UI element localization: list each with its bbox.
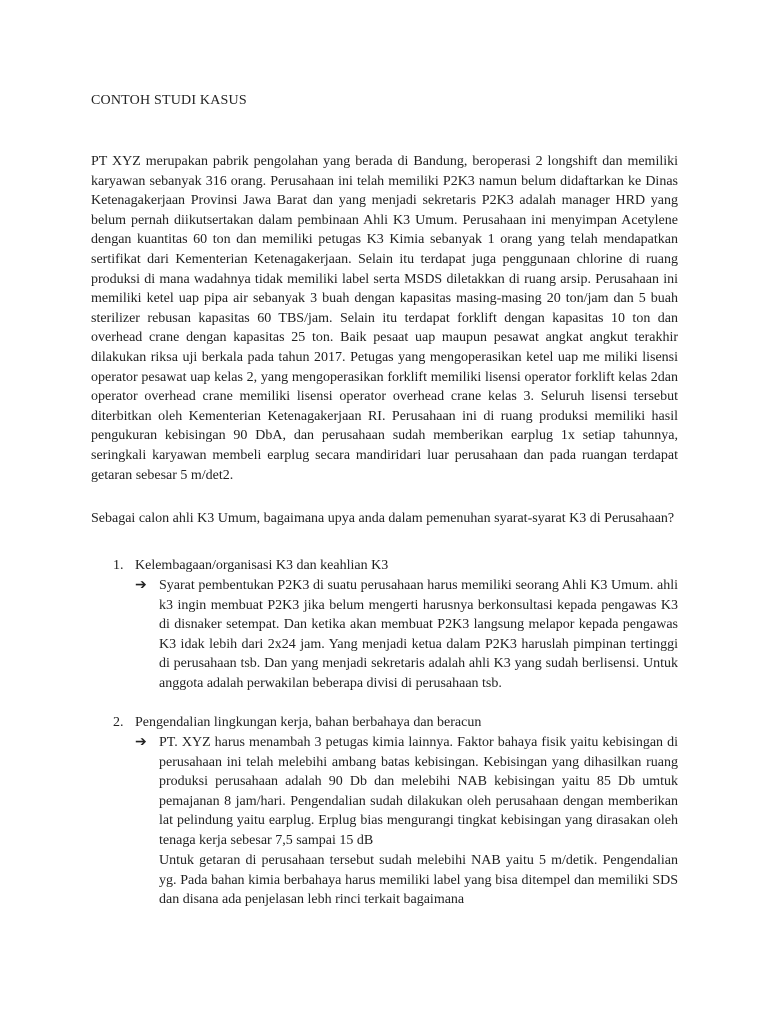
case-question-paragraph: Sebagai calon ahli K3 Umum, bagaimana upya anda dalam pemenuhan syarat-syarat K3 di Perusahaan? [91, 511, 675, 526]
list-item-number: 2. [113, 715, 124, 730]
list-item-heading [113, 556, 388, 576]
document-title: CONTOH STUDI KASUS [91, 93, 247, 108]
list-item-heading-text: Kelembagaan/organisasi K3 dan keahlian K3 [135, 558, 389, 573]
case-description-paragraph: PT XYZ merupakan pabrik pengolahan yang berada di Bandung, beroperasi 2 longshift dan memiliki karyawan sebanyak 316 orang. Perusahaan ini telah memiliki P2K3 namun belum didaftarkan ke Dinas Ketenagakerjaan Provinsi Jawa Barat dan yang menjadi sekretaris P2K3 adalah manager HRD yang belum pernah diikutsertakan dalam pembinaan Ahli K3 Umum. Perusahaan ini menyimpan Acetylene dengan kuantitas 60 ton dan memiliki petugas K3 Kimia sebanyak 1 orang yang telah mendapatkan sertifikat dari Kementerian Ketenagakerjaan. Selain itu terdapat juga penggunaan chlorine di ruang produksi di mana wadahnya tidak memiliki label serta MSDS diletakkan di ruang arsip. Perusahaan ini memiliki ketel uap pipa air sebanyak 3 buah dengan kapasitas masing-masing 20 ton/jam dan 5 buah sterilizer rebusan kapasitas 60 TBS/jam. Selain itu terdapat forklift dengan kapasitas 10 ton dan overhead crane dengan kapasitas 25 ton. Baik pesaat uap maupun pesawat angkat angkut terakhir dilakukan riksa uji berkala pada tahun 2017. Petugas yang mengoperasikan ketel uap me miliki lisensi operator pesawat uap kelas 2, yang mengoperasikan forklift memiliki lisensi operator forklift kelas 2dan operator overhead crane memiliki lisensi operator overhead crane kelas 3. Seluruh lisensi tersebut diterbitkan oleh Kementerian Ketenagakerjaan RI. Perusahaan ini di ruang produksi memiliki hasil pengukuran kebisingan 90 DbA, dan perusahaan sudah memberikan earplug 1x setiap tahunnya, seringkali karyawan membeli earplug secara mandiridari luar perusahaan dan pada ruangan terdapat getaran sebesar 5 m/det2. [91, 154, 678, 483]
list-item-heading-text: Pengendalian lingkungan kerja, bahan berbahaya dan beracun [135, 715, 482, 730]
list-item-number: 1. [113, 558, 124, 573]
arrow-bullet-icon: ➔ [135, 578, 147, 593]
arrow-bullet-icon: ➔ [135, 735, 147, 750]
list-item-answer-continued: Untuk getaran di perusahaan tersebut sudah melebihi NAB yaitu 5 m/detik. Pengendalian yg. Pada bahan kimia berbahaya harus memiliki label yang bisa ditempel dan memiliki SDS dan disana ada penjelasan lebh rinci terkait bagaimana [159, 853, 678, 908]
list-item-answer: PT. XYZ harus menambah 3 petugas kimia lainnya. Faktor bahaya fisik yaitu kebisingan di perusahaan ini telah melebihi ambang batas kebisingan. Kebisingan yang dihasilkan ruang produksi perusahaan adalah 90 Db dan melebihi NAB kebisingan yaitu 85 Db umtuk pemajanan 8 jam/hari. Pengendalian sudah dilakukan oleh perusahaan dengan memberikan lat pelindung yaitu earplug. Erplug bias mengurangi tingkat kebisingan yang dirasakan oleh tenaga kerja sebesar 7,5 sampai 15 dB [159, 735, 678, 848]
list-item-heading [113, 713, 481, 733]
list-item-answer: Syarat pembentukan P2K3 di suatu perusahaan harus memiliki seorang Ahli K3 Umum. ahli k3 ingin membuat P2K3 jika belum mengerti harusnya berkonsultasi kepada pengawas K3 di disnaker setempat. Dan ketika akan membuat P2K3 langsung melapor kepada pengawas K3 idak lebih dari 2x24 jam. Yang menjadi ketua dalam P2K3 haruslah pimpinan tertinggi di perusahaan tsb. Dan yang menjadi sekretaris adalah ahli K3 yang sudah berlisensi. Untuk anggota adalah perwakilan beberapa divisi di perusahaan tsb. [159, 578, 678, 691]
